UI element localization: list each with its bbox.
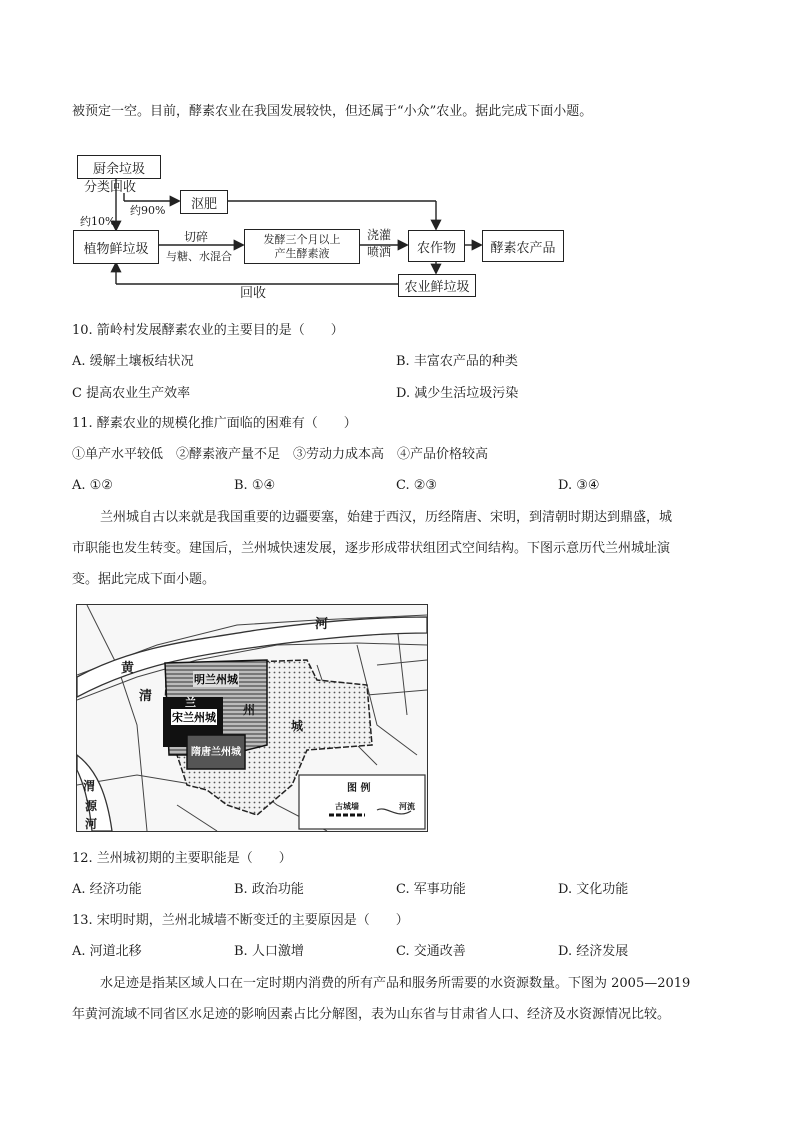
ferment-line2: 产生酵素液 <box>274 246 330 260</box>
map-drawing <box>77 605 427 831</box>
q11-option-c[interactable]: C. ②③ <box>396 478 438 493</box>
passage3-line2: 年黄河流域不同省区水足迹的影响因素占比分解图，表为山东省与甘肃省人口、经济及水资源情况比较。 <box>72 1007 671 1022</box>
passage2-line3: 变。据此完成下面小题。 <box>72 572 216 587</box>
map-label-song-city: 宋兰州城 <box>172 711 216 724</box>
map-label-huang: 黄 <box>121 661 135 676</box>
map-label-ming-city: 明兰州城 <box>194 673 238 686</box>
map-label-yuan: 源 <box>85 799 98 813</box>
ferment-line1: 发酵三个月以上 <box>263 232 341 246</box>
q11-option-a[interactable]: A. ①② <box>72 478 113 493</box>
map-legend-wall: 古城墙 <box>335 801 359 811</box>
q11-items: ①单产水平较低 ②酵素液产量不足 ③劳动力成本高 ④产品价格较高 <box>72 447 489 462</box>
q10-stem: 10. 箭岭村发展酵素农业的主要目的是（ ） <box>72 323 344 338</box>
q12-stem: 12. 兰州城初期的主要职能是（ ） <box>72 851 292 866</box>
compost-box: 沤肥 <box>180 190 228 214</box>
map-label-river1: 河 <box>315 617 329 632</box>
map-label-cheng: 城 <box>291 719 304 733</box>
q11-option-d[interactable]: D. ③④ <box>558 478 600 493</box>
q11-option-b[interactable]: B. ①④ <box>234 478 276 493</box>
plant-waste-box: 植物鲜垃圾 <box>73 230 159 264</box>
q13-stem: 13. 宋明时期，兰州北城墙不断变迁的主要原因是（ ） <box>72 913 409 928</box>
map-label-lan: 兰 <box>185 696 196 709</box>
q10-option-b[interactable]: B. 丰富农产品的种类 <box>396 354 518 369</box>
crops-box: 农作物 <box>408 230 465 262</box>
about90-label: 约90% <box>130 204 166 217</box>
q11-stem: 11. 酵素农业的规模化推广面临的困难有（ ） <box>72 416 357 431</box>
q13-option-a[interactable]: A. 河道北移 <box>72 944 142 959</box>
q12-option-b[interactable]: B. 政治功能 <box>234 882 304 897</box>
map-label-zhou: 州 <box>243 703 256 717</box>
map-legend-title: 图 例 <box>347 783 371 794</box>
sorted-recycle-label: 分类回收 <box>84 180 137 195</box>
q13-option-c[interactable]: C. 交通改善 <box>396 944 466 959</box>
irrigate-label-1: 浇灌 <box>367 228 392 242</box>
map-label-sui-tang-city: 隋唐兰州城 <box>191 747 241 758</box>
map-label-river2: 河 <box>85 817 98 831</box>
map-label-qing: 清 <box>139 689 153 704</box>
farm-waste-box: 农业鲜垃圾 <box>398 274 476 297</box>
q10-option-c[interactable]: C 提高农业生产效率 <box>72 386 191 401</box>
shred-label: 切碎 <box>184 230 209 244</box>
kitchen-waste-box: 厨余垃圾 <box>77 155 161 179</box>
q12-option-a[interactable]: A. 经济功能 <box>72 882 142 897</box>
passage3-line1: 水足迹是指某区域人口在一定时期内消费的所有产品和服务所需要的水资源数量。下图为 2005—2019 <box>100 976 691 991</box>
map-legend-river: 河流 <box>399 801 415 811</box>
ferment-box <box>244 229 360 264</box>
q10-option-a[interactable]: A. 缓解土壤板结状况 <box>72 354 194 369</box>
q12-option-c[interactable]: C. 军事功能 <box>396 882 466 897</box>
passage2-line1: 兰州城自古以来就是我国重要的边疆要塞，始建于西汉，历经隋唐、宋明，到清朝时期达到鼎盛，城 <box>100 510 673 525</box>
q10-option-d[interactable]: D. 减少生活垃圾污染 <box>396 386 519 401</box>
q13-option-d[interactable]: D. 经济发展 <box>558 944 629 959</box>
map-label-wei: 渭 <box>83 779 96 793</box>
q13-option-b[interactable]: B. 人口激增 <box>234 944 304 959</box>
enzyme-product-box: 酵素农产品 <box>482 230 564 262</box>
intro-text: 被预定一空。目前，酵素农业在我国发展较快，但还属于“小众”农业。据此完成下面小题。 <box>72 104 593 119</box>
lanzhou-map <box>76 604 428 832</box>
passage2-line2: 市职能也发生转变。建国后，兰州城快速发展，逐步形成带状组团式空间结构。下图示意历代兰州城址演 <box>72 541 671 556</box>
about10-label: 约10% <box>80 215 116 228</box>
irrigate-label-2: 喷洒 <box>367 245 392 259</box>
q12-option-d[interactable]: D. 文化功能 <box>558 882 629 897</box>
mix-label: 与糖、水混合 <box>166 250 232 263</box>
recycle-label: 回收 <box>240 286 267 301</box>
